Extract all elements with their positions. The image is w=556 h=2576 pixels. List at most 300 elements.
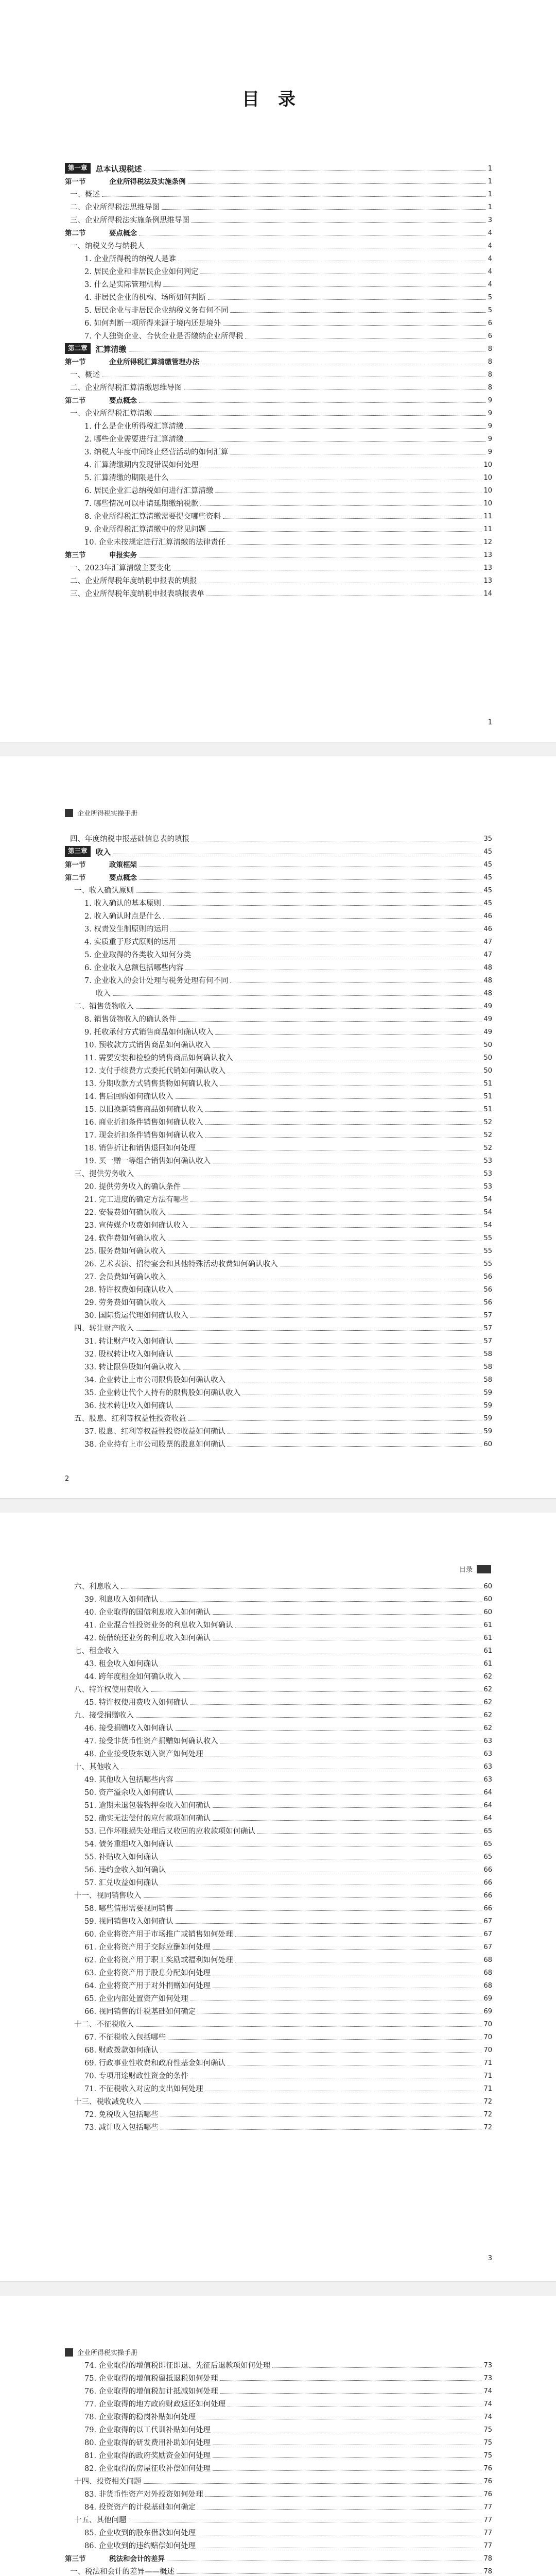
toc-entry-title: 一、概述 — [70, 371, 100, 379]
toc-entry-title: 86. 企业收到的违约赔偿如何处理 — [84, 2542, 196, 2550]
leader-dots — [185, 428, 485, 429]
toc-entry-row[interactable] — [65, 367, 492, 380]
toc-entry-title: 42. 统借统还业务的利息收入如何确认 — [84, 1634, 211, 1642]
toc-page-number: 58 — [483, 1376, 492, 1384]
toc-entry-row[interactable] — [65, 1785, 492, 1798]
toc-entry-row[interactable] — [65, 1011, 492, 1024]
toc-entry-row[interactable] — [65, 2499, 492, 2512]
toc-entry-row[interactable] — [65, 1913, 492, 1926]
toc-entry-row[interactable] — [65, 1733, 492, 1746]
toc-page-number: 51 — [483, 1080, 492, 1088]
toc-page-number: 53 — [483, 1170, 492, 1178]
toc-entry-row[interactable] — [65, 1630, 492, 1643]
chapter-tag: 第一章 — [65, 163, 91, 174]
toc-entry-title: 二、企业所得税法思维导图 — [70, 204, 160, 212]
toc-entry-row[interactable] — [65, 2042, 492, 2055]
toc-entry-row[interactable] — [65, 1423, 492, 1436]
toc-entry-row[interactable] — [65, 934, 492, 947]
section-number: 第一节 — [65, 178, 86, 186]
page-title: 目录 — [242, 89, 314, 110]
toc-entry-row[interactable] — [65, 1669, 492, 1682]
toc-entry-row[interactable] — [65, 2370, 492, 2383]
toc-entry-row[interactable] — [65, 986, 492, 998]
toc-entry-row[interactable] — [65, 2120, 492, 2132]
toc-page-number: 5 — [488, 307, 492, 314]
toc-page-number: 47 — [483, 951, 492, 959]
toc-entry-row[interactable] — [65, 2004, 492, 2016]
toc-entry-row[interactable] — [65, 496, 492, 509]
toc-entry-title — [65, 229, 137, 238]
toc-chapter-row[interactable] — [65, 844, 492, 857]
toc-entry-row[interactable] — [65, 1862, 492, 1875]
toc-page-number: 59 — [483, 1428, 492, 1435]
toc-page-number: 77 — [483, 2503, 492, 2511]
toc-entry-row[interactable] — [65, 1849, 492, 1862]
toc-entry-title: 47. 接受非货币性资产捐赠如何确认收入 — [84, 1737, 218, 1745]
toc-entry-title: 四、年度纳税申报基础信息表的填报 — [70, 835, 189, 843]
toc-page-3 — [0, 1513, 556, 2281]
toc-page-number: 59 — [483, 1415, 492, 1422]
toc-page-number: 64 — [483, 1802, 492, 1809]
toc-entry-row[interactable] — [65, 1746, 492, 1759]
toc-page-number: 49 — [483, 1028, 492, 1036]
toc-page-number: 46 — [483, 912, 492, 920]
toc-page-number: 75 — [483, 2426, 492, 2434]
toc-entry-row[interactable] — [65, 1063, 492, 1076]
leader-dots — [192, 222, 486, 223]
section-title: 要点概念 — [109, 229, 137, 238]
toc-entry-row[interactable] — [65, 1875, 492, 1888]
toc-entry-row[interactable] — [65, 1320, 492, 1333]
toc-entry-title: 2. 收入确认时点是什么 — [84, 912, 161, 921]
toc-entry-row[interactable] — [65, 831, 492, 844]
toc-list-page-1 — [65, 161, 492, 599]
toc-page-number: 70 — [483, 2021, 492, 2028]
toc-entry-row[interactable] — [65, 1604, 492, 1617]
toc-entry-title: 二、销售货物收入 — [74, 1003, 134, 1011]
toc-entry-row[interactable] — [65, 1759, 492, 1772]
toc-entry-title: 9. 托收承付方式销售商品如何确认收入 — [84, 1028, 214, 1037]
running-header-text: 目录 — [459, 1566, 473, 1574]
toc-entry-row[interactable] — [65, 457, 492, 470]
running-header-text: 企业所得税实操手册 — [77, 2349, 138, 2357]
toc-entry-row[interactable] — [65, 1836, 492, 1849]
toc-section-row[interactable] — [65, 174, 492, 187]
toc-entry-title: 44. 跨年度租金如何确认收入 — [84, 1673, 181, 1681]
toc-entry-title: 十四、投资相关问题 — [74, 2478, 142, 2486]
toc-entry-title: 9. 企业所得税汇算清缴中的常见问题 — [84, 526, 206, 534]
toc-entry-row[interactable] — [65, 2422, 492, 2435]
toc-page-number: 54 — [483, 1196, 492, 1204]
toc-entry-title: 4. 非居民企业的机构、场所如何判断 — [84, 294, 206, 302]
toc-entry-row[interactable] — [65, 2396, 492, 2409]
toc-entry-row[interactable] — [65, 1939, 492, 1952]
toc-entry-row[interactable] — [65, 1643, 492, 1656]
toc-page-number: 72 — [483, 2098, 492, 2106]
toc-entry-title: 49. 其他收入包括哪些内容 — [84, 1776, 173, 1784]
toc-entry-row[interactable] — [65, 1720, 492, 1733]
toc-entry-row[interactable] — [65, 1192, 492, 1205]
toc-entry-row[interactable] — [65, 1101, 492, 1114]
toc-list-page-3 — [65, 1579, 492, 2132]
toc-page-number: 1 — [488, 191, 492, 198]
toc-page-number: 11 — [483, 513, 492, 520]
section-title: 企业所得税汇算清缴管理办法 — [109, 358, 200, 366]
toc-entry-row[interactable] — [65, 302, 492, 315]
toc-entry-row[interactable] — [65, 1888, 492, 1901]
toc-page-number: 10 — [483, 500, 492, 507]
toc-entry-row[interactable] — [65, 1411, 492, 1423]
leader-dots — [163, 905, 482, 906]
toc-entry-title: 一、企业所得税汇算清缴 — [70, 410, 152, 418]
toc-entry-title: 39. 利息收入如何确认 — [84, 1596, 159, 1604]
toc-entry-row[interactable] — [65, 2358, 492, 2370]
leader-dots — [213, 1614, 481, 1615]
toc-entry-row[interactable] — [65, 2512, 492, 2525]
toc-entry-row[interactable] — [65, 1591, 492, 1604]
toc-entry-row[interactable] — [65, 534, 492, 547]
toc-page-number: 66 — [483, 1866, 492, 1874]
toc-entry-row[interactable] — [65, 1333, 492, 1346]
toc-entry-row[interactable] — [65, 2448, 492, 2461]
toc-page-number: 45 — [483, 874, 492, 882]
toc-entry-row[interactable] — [65, 418, 492, 431]
toc-entry-row[interactable] — [65, 1772, 492, 1785]
toc-entry-row[interactable] — [65, 1707, 492, 1720]
toc-entry-title: 45. 特许权使用费收入如何确认 — [84, 1699, 188, 1707]
toc-entry-title: 六、利息收入 — [74, 1583, 119, 1591]
toc-entry-title — [65, 177, 186, 187]
toc-page-number: 71 — [483, 2085, 492, 2093]
toc-entry-row[interactable] — [65, 947, 492, 960]
toc-entry-row[interactable] — [65, 2473, 492, 2486]
toc-entry-title: 32. 股权转让收入如何确认 — [84, 1350, 173, 1359]
toc-entry-row[interactable] — [65, 2081, 492, 2094]
toc-page-number: 65 — [483, 1840, 492, 1848]
toc-entry-title: 22. 安装费如何确认收入 — [84, 1209, 166, 1217]
toc-entry-row[interactable] — [65, 212, 492, 225]
section-number: 第二节 — [65, 874, 86, 882]
page-gap — [0, 742, 556, 757]
leader-dots — [257, 1833, 481, 1834]
toc-page-number: 13 — [483, 564, 492, 572]
running-header — [65, 2347, 137, 2357]
toc-entry-row[interactable] — [65, 2068, 492, 2081]
toc-entry-row[interactable] — [65, 1901, 492, 1913]
toc-entry-row[interactable] — [65, 1230, 492, 1243]
toc-entry-row[interactable] — [65, 1205, 492, 1217]
leader-dots — [144, 1897, 482, 1898]
toc-page-number: 62 — [483, 1711, 492, 1719]
toc-entry-title: 一、纳税义务与纳税人 — [70, 242, 145, 250]
toc-entry-row[interactable] — [65, 921, 492, 934]
toc-entry-row[interactable] — [65, 483, 492, 496]
toc-entry-row[interactable] — [65, 1024, 492, 1037]
toc-entry-row[interactable] — [65, 1179, 492, 1192]
toc-page-number: 1 — [488, 165, 492, 173]
toc-entry-row[interactable] — [65, 2094, 492, 2107]
toc-page-number: 70 — [483, 2046, 492, 2054]
toc-entry-title: 7. 哪些情况可以申请延期缴纳税款 — [84, 500, 199, 508]
toc-entry-row[interactable] — [65, 1089, 492, 1101]
toc-entry-title: 十二、不征税收入 — [74, 2021, 134, 2029]
toc-entry-title: 七、租金收入 — [74, 1647, 119, 1655]
toc-page-number: 10 — [483, 461, 492, 469]
toc-entry-row[interactable] — [65, 895, 492, 908]
toc-entry-title: 27. 会员费如何确认收入 — [84, 1273, 166, 1281]
toc-entry-title: 四、转让财产收入 — [74, 1325, 134, 1333]
toc-entry-row[interactable] — [65, 1398, 492, 1411]
toc-entry-row[interactable] — [65, 573, 492, 586]
toc-entry-row[interactable] — [65, 1978, 492, 1991]
toc-page-number: 77 — [483, 2516, 492, 2524]
leader-dots — [139, 402, 486, 403]
toc-section-row[interactable] — [65, 547, 492, 560]
toc-section-row[interactable] — [65, 354, 492, 367]
toc-entry-title: 13. 分期收款方式销售货物如何确认收入 — [84, 1080, 218, 1088]
toc-entry-row[interactable] — [65, 1256, 492, 1269]
leader-dots — [168, 1304, 481, 1305]
toc-entry-row[interactable] — [65, 1965, 492, 1978]
leader-dots — [136, 1330, 481, 1331]
toc-page-number: 55 — [483, 1234, 492, 1242]
book-logo-icon — [65, 809, 73, 817]
toc-page-number: 52 — [483, 1144, 492, 1152]
toc-entry-row[interactable] — [65, 470, 492, 483]
toc-page-number: 45 — [483, 861, 492, 869]
toc-entry-row[interactable] — [65, 2564, 492, 2576]
toc-section-row[interactable] — [65, 2551, 492, 2564]
running-header-text: 企业所得税实操手册 — [77, 810, 138, 818]
toc-entry-title: 59. 视同销售收入如何确认 — [84, 1918, 173, 1926]
toc-entry-row[interactable] — [65, 1153, 492, 1166]
leader-dots — [136, 1008, 481, 1009]
toc-entry-row[interactable] — [65, 251, 492, 264]
toc-entry-row[interactable] — [65, 1269, 492, 1282]
toc-entry-row[interactable] — [65, 199, 492, 212]
toc-entry-title: 十三、税收减免收入 — [74, 2098, 142, 2106]
toc-entry-title: 66. 视同销售的计税基础如何确定 — [84, 2008, 196, 2016]
toc-entry-row[interactable] — [65, 2538, 492, 2551]
toc-entry-row[interactable] — [65, 238, 492, 251]
toc-entry-row[interactable] — [65, 1952, 492, 1965]
toc-page-number: 54 — [483, 1222, 492, 1229]
toc-page-number: 11 — [483, 526, 492, 533]
toc-entry-row[interactable] — [65, 1926, 492, 1939]
toc-page-number: 13 — [483, 551, 492, 559]
toc-page-1 — [0, 0, 556, 742]
leader-dots — [190, 1704, 482, 1705]
toc-entry-title: 1. 什么是企业所得税汇算清缴 — [84, 422, 184, 431]
toc-entry-row[interactable] — [65, 521, 492, 534]
toc-entry-title: 收入 — [95, 848, 111, 857]
toc-entry-row[interactable] — [65, 1037, 492, 1050]
toc-entry-row[interactable] — [65, 2383, 492, 2396]
toc-entry-row[interactable] — [65, 908, 492, 921]
toc-entry-title: 三、企业所得税法实施条例思维导图 — [70, 216, 189, 225]
toc-page-number: 68 — [483, 1982, 492, 1990]
toc-page-number: 62 — [483, 1686, 492, 1693]
toc-entry-row[interactable] — [65, 1810, 492, 1823]
toc-entry-title: 68. 财政拨款如何确认 — [84, 2046, 159, 2055]
toc-page-number: 48 — [483, 990, 492, 997]
toc-page-number: 8 — [488, 358, 492, 366]
toc-page-number: 56 — [483, 1299, 492, 1307]
toc-entry-row[interactable] — [65, 1140, 492, 1153]
toc-entry-row[interactable] — [65, 1372, 492, 1385]
toc-entry-row[interactable] — [65, 1114, 492, 1127]
toc-entry-row[interactable] — [65, 1436, 492, 1449]
toc-page-number: 58 — [483, 1363, 492, 1371]
toc-entry-row[interactable] — [65, 1991, 492, 2004]
toc-entry-title: 4. 汇算清缴期内发现错误如何处理 — [84, 461, 199, 469]
toc-entry-row[interactable] — [65, 405, 492, 418]
toc-entry-row[interactable] — [65, 277, 492, 290]
toc-page-number: 68 — [483, 1956, 492, 1964]
leader-dots — [161, 2129, 482, 2130]
toc-entry-row[interactable] — [65, 1076, 492, 1089]
toc-entry-row[interactable] — [65, 2486, 492, 2499]
toc-page-number: 75 — [483, 2439, 492, 2447]
toc-page-number: 9 — [488, 410, 492, 417]
leader-dots — [176, 1098, 482, 1099]
toc-entry-row[interactable] — [65, 431, 492, 444]
toc-section-row[interactable] — [65, 225, 492, 238]
toc-entry-title: 55. 补贴收入如何确认 — [84, 1853, 159, 1861]
toc-section-row[interactable] — [65, 857, 492, 870]
toc-page-number: 60 — [483, 1440, 492, 1448]
toc-entry-row[interactable] — [65, 1050, 492, 1063]
toc-page-number: 50 — [483, 1041, 492, 1049]
toc-entry-row[interactable] — [65, 1243, 492, 1256]
toc-entry-row[interactable] — [65, 1282, 492, 1295]
toc-entry-title: 52. 确实无法偿付的应付款项如何确认 — [84, 1815, 211, 1823]
toc-page-number: 8 — [488, 345, 492, 353]
toc-entry-row[interactable] — [65, 2055, 492, 2068]
toc-entry-row[interactable] — [65, 973, 492, 986]
toc-entry-row[interactable] — [65, 2107, 492, 2120]
toc-page-number: 69 — [483, 1995, 492, 2003]
toc-page-number: 54 — [483, 1209, 492, 1216]
toc-section-row[interactable] — [65, 393, 492, 405]
chapter-tag: 第二章 — [65, 343, 91, 354]
toc-page-number: 14 — [483, 590, 492, 598]
toc-entry-title: 46. 接受捐赠收入如何确认 — [84, 1724, 173, 1733]
toc-entry-row[interactable] — [65, 1166, 492, 1179]
toc-entry-title: 38. 企业持有上市公司股票的股息如何确认 — [84, 1440, 226, 1449]
toc-entry-row[interactable] — [65, 1346, 492, 1359]
toc-page-number: 65 — [483, 1827, 492, 1835]
toc-page-number: 9 — [488, 422, 492, 430]
toc-entry-title: 汇算清缴 — [95, 345, 127, 354]
toc-entry-row[interactable] — [65, 1295, 492, 1308]
toc-entry-row[interactable] — [65, 264, 492, 277]
toc-entry-title: 60. 企业将资产用于市场推广或销售如何处理 — [84, 1930, 233, 1939]
book-logo-icon — [65, 2348, 73, 2357]
toc-entry-title: 76. 企业取得的增值税加计抵减如何处理 — [84, 2387, 218, 2396]
toc-page-number: 76 — [483, 2478, 492, 2485]
toc-page-number: 56 — [483, 1273, 492, 1281]
toc-entry-title — [65, 2554, 165, 2564]
toc-entry-title: 71. 不征税收入对应的支出如何处理 — [84, 2085, 203, 2093]
toc-entry-row[interactable] — [65, 1127, 492, 1140]
toc-entry-row[interactable] — [65, 2525, 492, 2538]
toc-entry-row[interactable] — [65, 1385, 492, 1398]
toc-entry-row[interactable] — [65, 960, 492, 973]
toc-entry-title: 33. 转让限售股如何确认收入 — [84, 1363, 181, 1371]
toc-entry-title: 二、企业所得税汇算清缴思维导图 — [70, 384, 182, 392]
toc-entry-row[interactable] — [65, 1217, 492, 1230]
toc-page-number: 4 — [488, 242, 492, 250]
toc-page-number: 9 — [488, 397, 492, 404]
toc-page-number: 60 — [483, 1608, 492, 1616]
toc-entry-title: 77. 企业取得的地方政府财政返还如何处理 — [84, 2400, 226, 2409]
toc-entry-row[interactable] — [65, 1798, 492, 1810]
toc-entry-row[interactable] — [65, 328, 492, 341]
leader-dots — [190, 1227, 482, 1228]
toc-entry-row[interactable] — [65, 290, 492, 302]
toc-entry-row[interactable] — [65, 1694, 492, 1707]
toc-page-number: 4 — [488, 281, 492, 289]
leader-dots — [168, 2039, 481, 2040]
toc-entry-row[interactable] — [65, 1308, 492, 1320]
leader-dots — [208, 299, 486, 300]
toc-entry-row[interactable] — [65, 998, 492, 1011]
toc-page-number: 62 — [483, 1673, 492, 1681]
leader-dots — [235, 1627, 482, 1628]
toc-entry-row[interactable] — [65, 1617, 492, 1630]
toc-entry-title: 69. 行政事业性收费和政府性基金如何确认 — [84, 2059, 226, 2067]
toc-page-number: 6 — [488, 319, 492, 327]
toc-entry-row[interactable] — [65, 2435, 492, 2448]
toc-entry-row[interactable] — [65, 586, 492, 599]
toc-entry-row[interactable] — [65, 315, 492, 328]
leader-dots — [220, 2393, 482, 2394]
toc-entry-row[interactable] — [65, 1823, 492, 1836]
toc-chapter-row[interactable] — [65, 161, 492, 174]
toc-entry-title: 一、2023年汇算清缴主要变化 — [70, 564, 171, 572]
toc-entry-row[interactable] — [65, 2016, 492, 2029]
toc-entry-row[interactable] — [65, 1359, 492, 1372]
leader-dots — [102, 196, 486, 197]
toc-page-number: 57 — [483, 1312, 492, 1319]
toc-page-number: 12 — [483, 538, 492, 546]
section-title: 要点概念 — [109, 874, 137, 882]
toc-entry-row[interactable] — [65, 509, 492, 521]
toc-entry-row[interactable] — [65, 2029, 492, 2042]
toc-page-number: 76 — [483, 2465, 492, 2472]
toc-entry-row[interactable] — [65, 444, 492, 457]
toc-entry-row[interactable] — [65, 1579, 492, 1591]
toc-entry-title: 54. 债务重组收入如何确认 — [84, 1840, 173, 1849]
toc-section-row[interactable] — [65, 870, 492, 883]
toc-page-number: 77 — [483, 2529, 492, 2537]
toc-entry-row[interactable] — [65, 883, 492, 895]
toc-entry-title: 十、其他收入 — [74, 1763, 119, 1771]
toc-page-number: 74 — [483, 2387, 492, 2395]
leader-dots — [176, 1910, 482, 1911]
toc-chapter-row[interactable] — [65, 341, 492, 354]
toc-entry-row[interactable] — [65, 2461, 492, 2473]
toc-page-number: 67 — [483, 1930, 492, 1938]
toc-entry-row[interactable] — [65, 1682, 492, 1694]
toc-entry-title: 65. 企业内部处置资产如何处理 — [84, 1995, 188, 2003]
toc-entry-row[interactable] — [65, 380, 492, 393]
toc-entry-row[interactable] — [65, 560, 492, 573]
toc-entry-row[interactable] — [65, 1656, 492, 1669]
toc-entry-row[interactable] — [65, 2409, 492, 2422]
toc-entry-row[interactable] — [65, 187, 492, 199]
